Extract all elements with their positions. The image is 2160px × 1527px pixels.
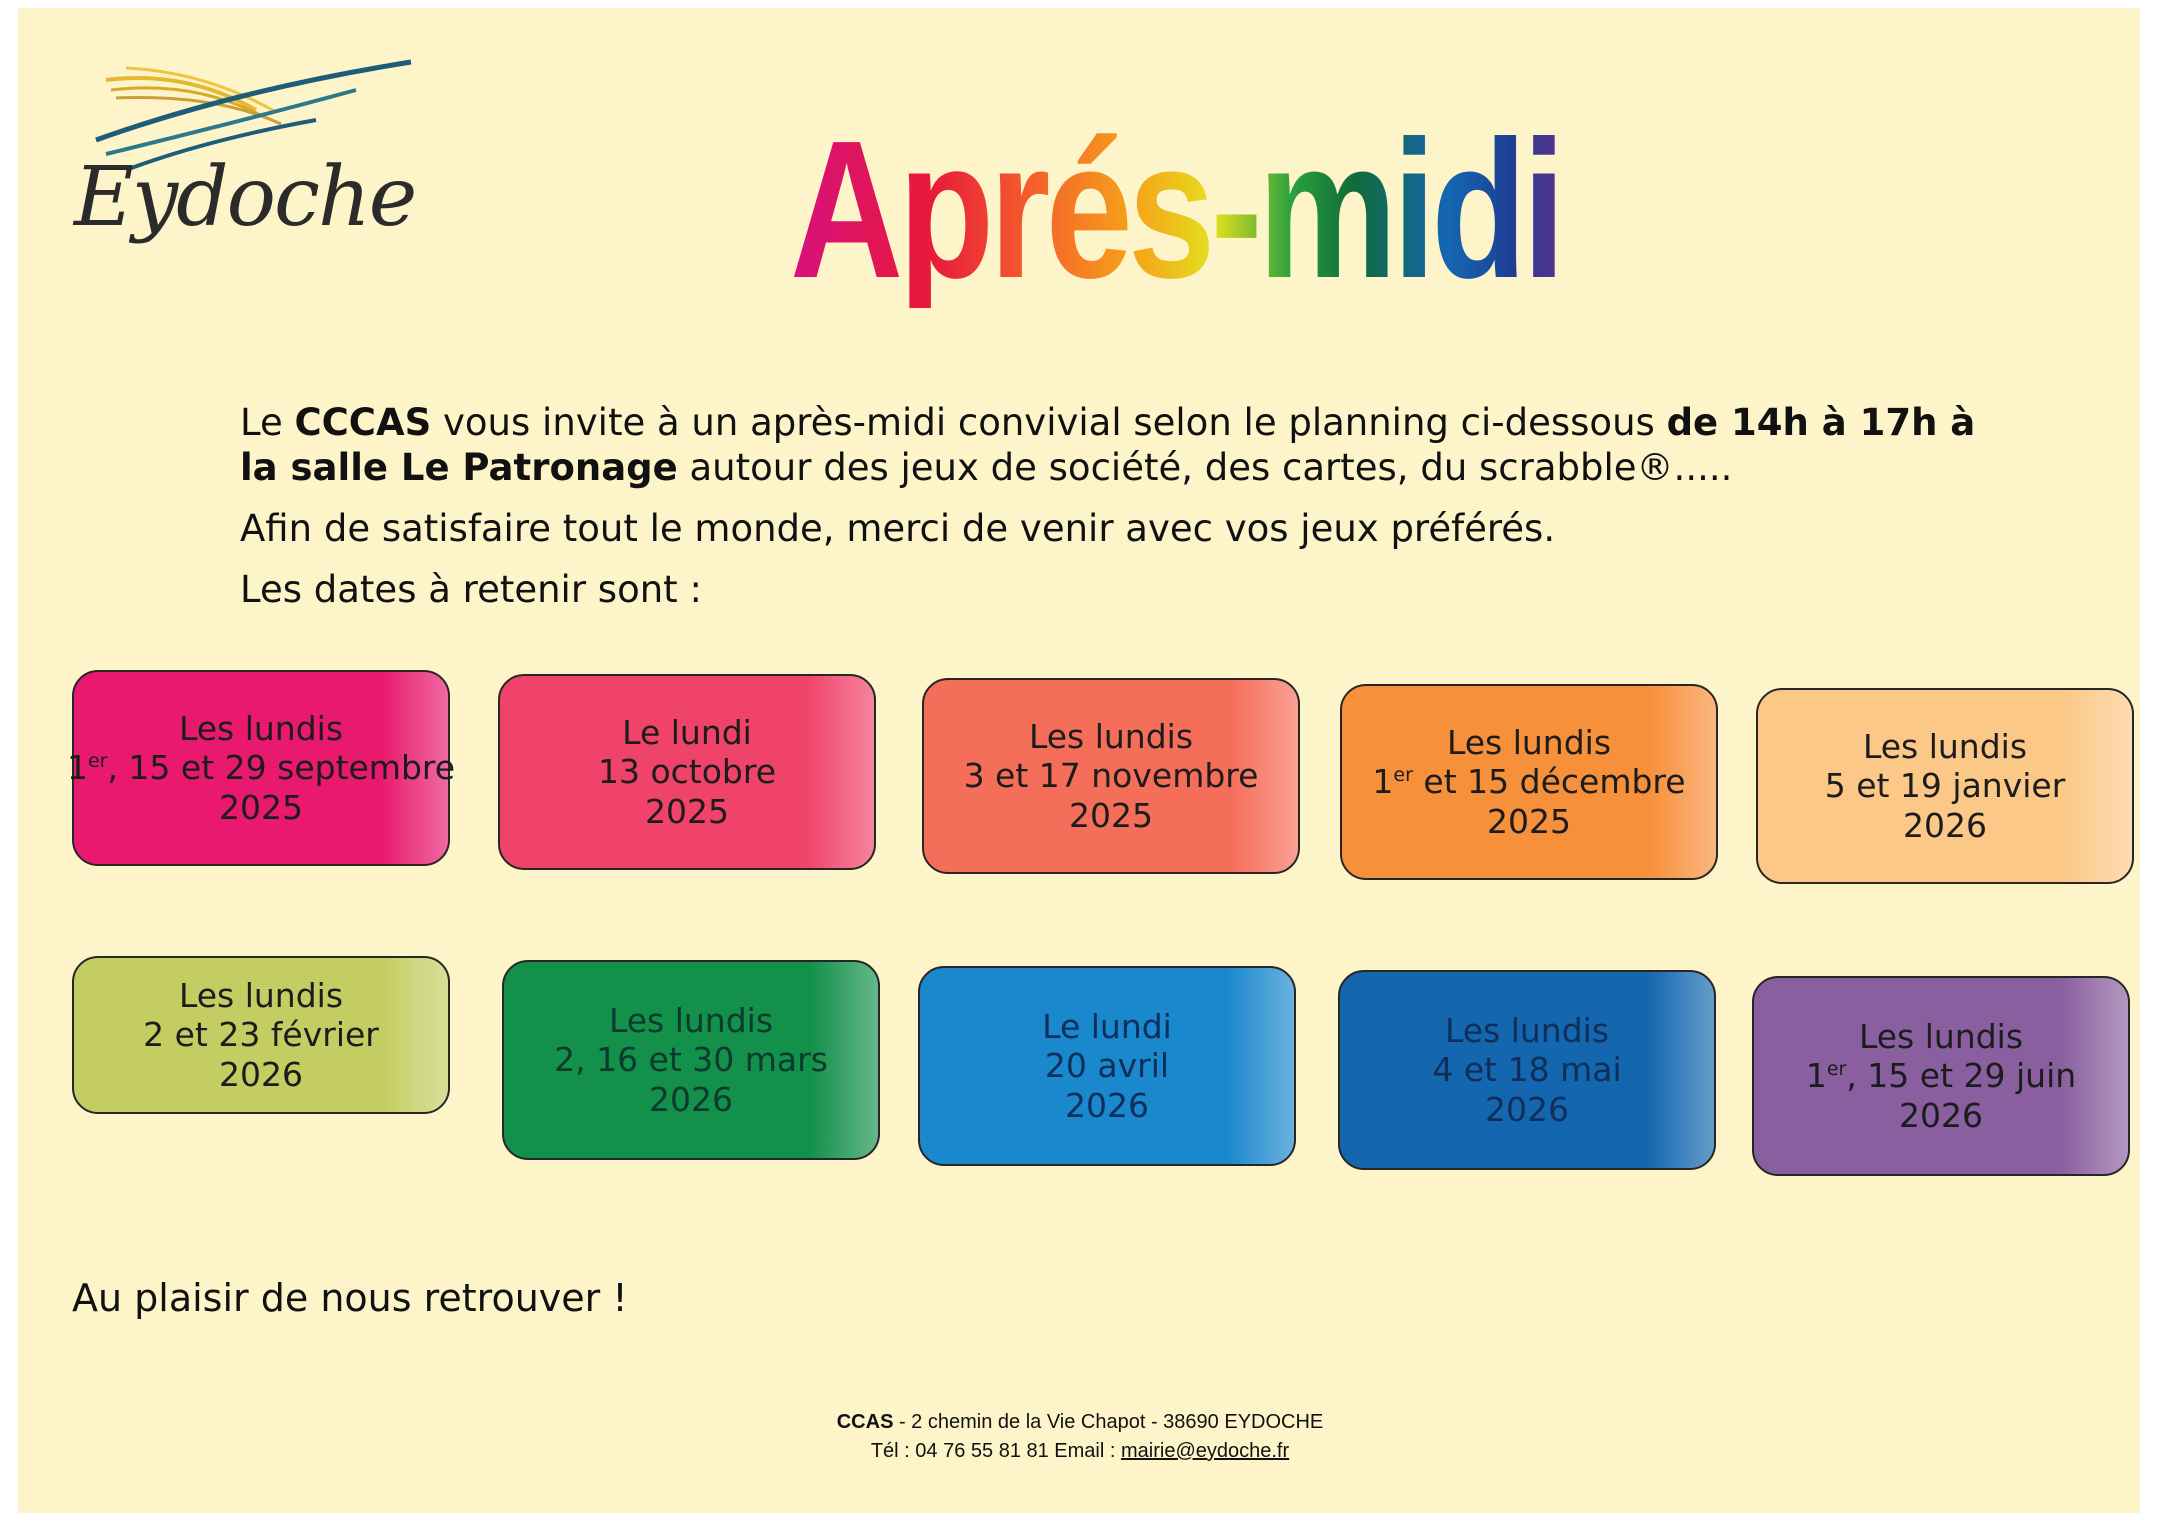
intro-text-part: autour des jeux de société, des cartes, du scrabble®..... (677, 446, 1733, 490)
date-card-days (1806, 1056, 2076, 1096)
date-card (1340, 684, 1718, 880)
intro-org-name: CCCAS (294, 401, 432, 444)
date-card-year: 2025 (1487, 801, 1571, 841)
date-card-label: Les lundis (1862, 726, 2028, 766)
date-card-year: 2026 (219, 1054, 303, 1094)
date-card-label: Les lundis (1446, 722, 1612, 762)
date-card-days-text: , 15 et 29 juin (1846, 1056, 2077, 1096)
date-card-days: 2 et 23 février (143, 1015, 379, 1055)
date-card-label: Les lundis (608, 1000, 774, 1040)
footer-phone: Tél : 04 76 55 81 81 Email : (870, 1440, 1121, 1462)
date-card-days-text: et 15 décembre (1412, 762, 1686, 802)
footer-org: CCAS (836, 1411, 894, 1433)
date-card-ordinal-suffix: er (1826, 1058, 1847, 1081)
date-card-year: 2025 (219, 787, 303, 827)
logo (66, 50, 426, 290)
date-card (72, 956, 450, 1114)
intro-text-part: Le (240, 401, 295, 444)
logo-text: Eydoche (74, 150, 416, 245)
date-card-label: Les lundis (178, 708, 344, 748)
date-card (1338, 970, 1716, 1170)
date-card-label: Le lundi (622, 712, 752, 752)
date-card-year: 2025 (1069, 795, 1153, 835)
date-card (502, 960, 880, 1160)
date-card-ordinal: 1 (1372, 762, 1394, 802)
date-card (1752, 976, 2130, 1176)
date-card-ordinal-suffix: er (87, 750, 108, 773)
date-card-year: 2026 (1903, 805, 1987, 845)
intro-text-part: vous invite à un après-midi convivial selon le planning ci-dessous (431, 401, 1667, 444)
date-card (922, 678, 1300, 874)
date-card-year: 2026 (1485, 1089, 1569, 1129)
closing-text: Au plaisir de nous retrouver ! (72, 1276, 628, 1320)
date-card-label: Les lundis (178, 975, 344, 1015)
date-card-days: 4 et 18 mai (1432, 1050, 1622, 1090)
footer-address: - 2 chemin de la Vie Chapot - 38690 EYDOCHE (893, 1411, 1324, 1433)
intro-paragraph-3: Les dates à retenir sont : (240, 568, 702, 612)
date-card-days-text: , 15 et 29 septembre (107, 748, 456, 788)
date-card-label: Les lundis (1444, 1010, 1610, 1050)
date-card-ordinal: 1 (66, 748, 88, 788)
date-card-label: Le lundi (1042, 1006, 1172, 1046)
date-card-year: 2026 (1899, 1095, 1983, 1135)
date-card-ordinal-suffix: er (1393, 764, 1413, 787)
footer (0, 1408, 2160, 1466)
date-card-days: 3 et 17 novembre (963, 756, 1259, 796)
date-card-days: 2, 16 et 30 mars (554, 1040, 828, 1080)
intro-paragraph-2: Afin de satisfaire tout le monde, merci de venir avec vos jeux préférés. (240, 507, 1556, 551)
intro-paragraph-1 (240, 400, 1980, 490)
date-card (1756, 688, 2134, 884)
intro-schedule-place: de 14h à 17h à la salle Le Patronage (240, 401, 1976, 490)
date-card-label: Les lundis (1028, 716, 1194, 756)
date-card-days: 13 octobre (597, 752, 777, 792)
date-card-days: 5 et 19 janvier (1824, 766, 2066, 806)
date-card (498, 674, 876, 870)
footer-contact-line (0, 1437, 2160, 1466)
footer-email-link[interactable]: mairie@eydoche.fr (1121, 1440, 1290, 1462)
date-card-year: 2025 (645, 791, 729, 831)
date-card-ordinal: 1 (1805, 1056, 1827, 1096)
date-card-days (1372, 762, 1685, 802)
date-card-label: Les lundis (1858, 1016, 2024, 1056)
date-card (918, 966, 1296, 1166)
date-card-year: 2026 (649, 1079, 733, 1119)
date-card-days: 20 avril (1044, 1046, 1170, 1086)
date-card-days (67, 748, 455, 788)
date-card (66, 670, 456, 866)
intro-text (240, 400, 1980, 629)
date-card-year: 2026 (1065, 1085, 1149, 1125)
page-title: Aprés-midi jeux (790, 100, 1895, 319)
footer-address-line (0, 1408, 2160, 1437)
